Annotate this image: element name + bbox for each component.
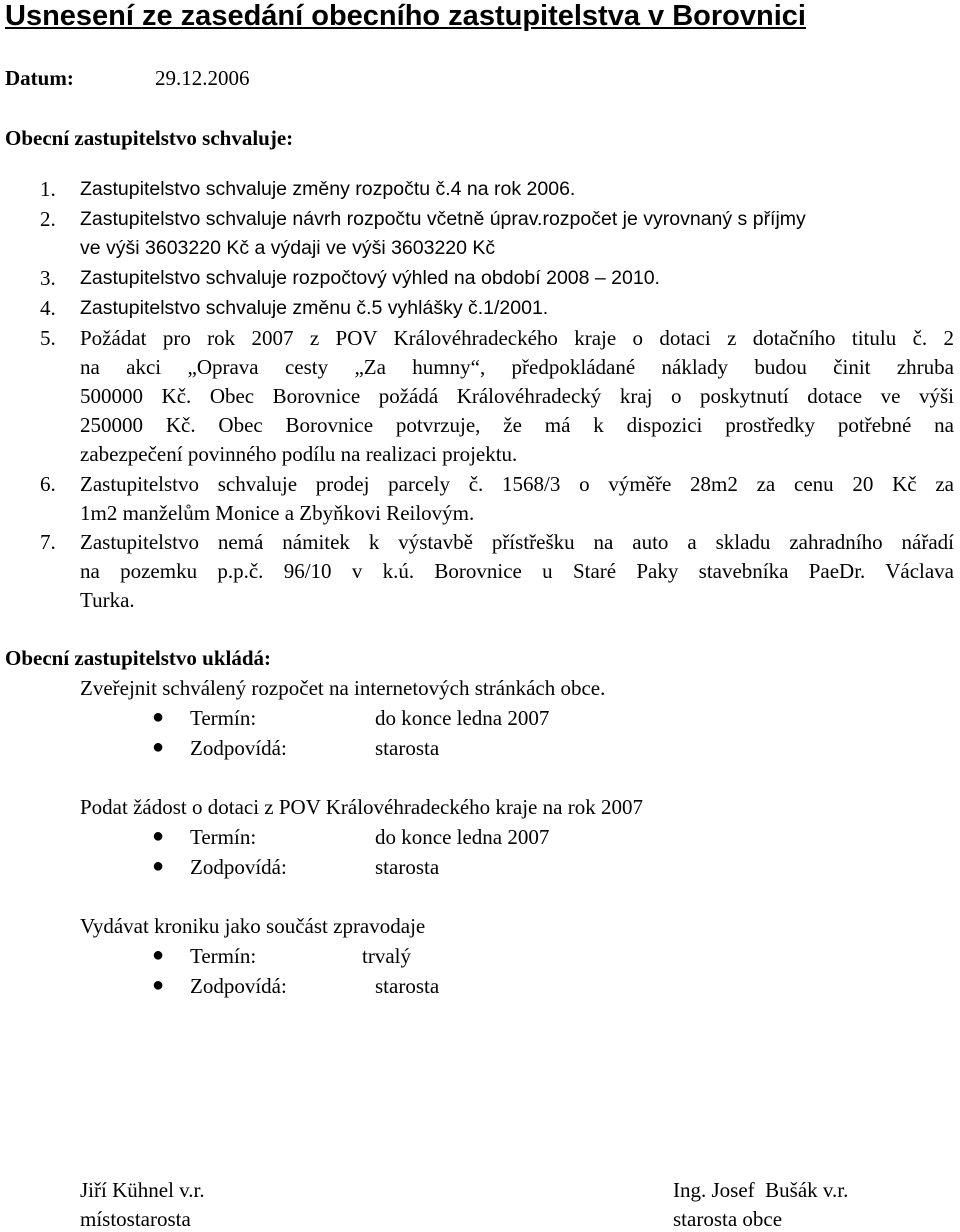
bullet-icon: ● [152, 944, 165, 966]
bullet-icon: ● [152, 825, 165, 847]
signature-role: starosta obce [673, 1207, 783, 1231]
responsible-label: Zodpovídá: [190, 855, 287, 879]
item-number: 1. [40, 177, 56, 201]
task-title: Vydávat kroniku jako součást zpravodaje [80, 914, 426, 938]
item-text-line: na pozemku p.p.č. 96/10 v k.ú. Borovnice u Staré Paky stavebníka PaeDr. Václava [80, 559, 954, 583]
item-number: 7. [40, 530, 56, 554]
item-text-line: zabezpečení povinného podílu na realizaci projektu. [80, 442, 518, 466]
date-label: Datum: [5, 66, 74, 90]
approves-heading: Obecní zastupitelstvo schvaluje: [5, 126, 294, 150]
item-text-line: 1m2 manželům Monice a Zbyňkovi Reilovým. [80, 501, 475, 525]
item-text-line: Zastupitelstvo schvaluje změnu č.5 vyhlášky č.1/2001. [80, 297, 549, 319]
task-title: Podat žádost o dotaci z POV Královéhradeckého kraje na rok 2007 [80, 795, 643, 819]
item-text-line: ve výši 3603220 Kč a výdaji ve výši 3603220 Kč [80, 237, 496, 259]
item-number: 6. [40, 472, 56, 496]
item-text-line: Požádat pro rok 2007 z POV Královéhradeckého kraje o dotaci z dotačního titulu č. 2 [80, 326, 954, 350]
term-label: Termín: [190, 825, 257, 849]
term-value: do konce ledna 2007 [375, 825, 550, 849]
signature-name: Ing. Josef Bušák v.r. [673, 1178, 849, 1202]
item-text-line: Turka. [80, 588, 135, 612]
item-number: 2. [40, 207, 56, 231]
item-text-line: 250000 Kč. Obec Borovnice potvrzuje, že má k dispozici prostředky potřebné na [80, 413, 954, 437]
item-number: 5. [40, 326, 56, 350]
item-text-line: 500000 Kč. Obec Borovnice požádá Královéhradecký kraj o poskytnutí dotace ve výši [80, 384, 954, 408]
responsible-label: Zodpovídá: [190, 974, 287, 998]
term-label: Termín: [190, 706, 257, 730]
term-label: Termín: [190, 944, 257, 968]
date-value: 29.12.2006 [155, 66, 250, 90]
item-text-line: Zastupitelstvo schvaluje změny rozpočtu č.4 na rok 2006. [80, 178, 576, 200]
responsible-label: Zodpovídá: [190, 736, 287, 760]
orders-heading: Obecní zastupitelstvo ukládá: [5, 646, 272, 670]
signature-role: místostarosta [80, 1207, 191, 1231]
bullet-icon: ● [152, 974, 165, 996]
task-title: Zveřejnit schválený rozpočet na internetových stránkách obce. [80, 676, 606, 700]
responsible-value: starosta [375, 736, 440, 760]
item-text-line: na akci „Oprava cesty „Za humny“, předpokládané náklady budou činit zhruba [80, 355, 954, 379]
item-text-line: Zastupitelstvo schvaluje rozpočtový výhled na období 2008 – 2010. [80, 267, 660, 289]
term-value: do konce ledna 2007 [375, 706, 550, 730]
item-text-line: Zastupitelstvo nemá námitek k výstavbě přístřešku na auto a skladu zahradního nářadí [80, 530, 954, 554]
signature-name: Jiří Kühnel v.r. [80, 1178, 205, 1202]
item-number: 3. [40, 266, 56, 290]
bullet-icon: ● [152, 706, 165, 728]
bullet-icon: ● [152, 736, 165, 758]
responsible-value: starosta [375, 855, 440, 879]
item-text-line: Zastupitelstvo schvaluje návrh rozpočtu včetně úprav.rozpočet je vyrovnaný s příjmy [80, 208, 806, 230]
item-text-line: Zastupitelstvo schvaluje prodej parcely č. 1568/3 o výměře 28m2 za cenu 20 Kč za [80, 472, 954, 496]
item-number: 4. [40, 296, 56, 320]
responsible-value: starosta [375, 974, 440, 998]
document-title: Usnesení ze zasedání obecního zastupitelstva v Borovnici [5, 0, 806, 32]
term-value: trvalý [362, 944, 411, 968]
bullet-icon: ● [152, 855, 165, 877]
